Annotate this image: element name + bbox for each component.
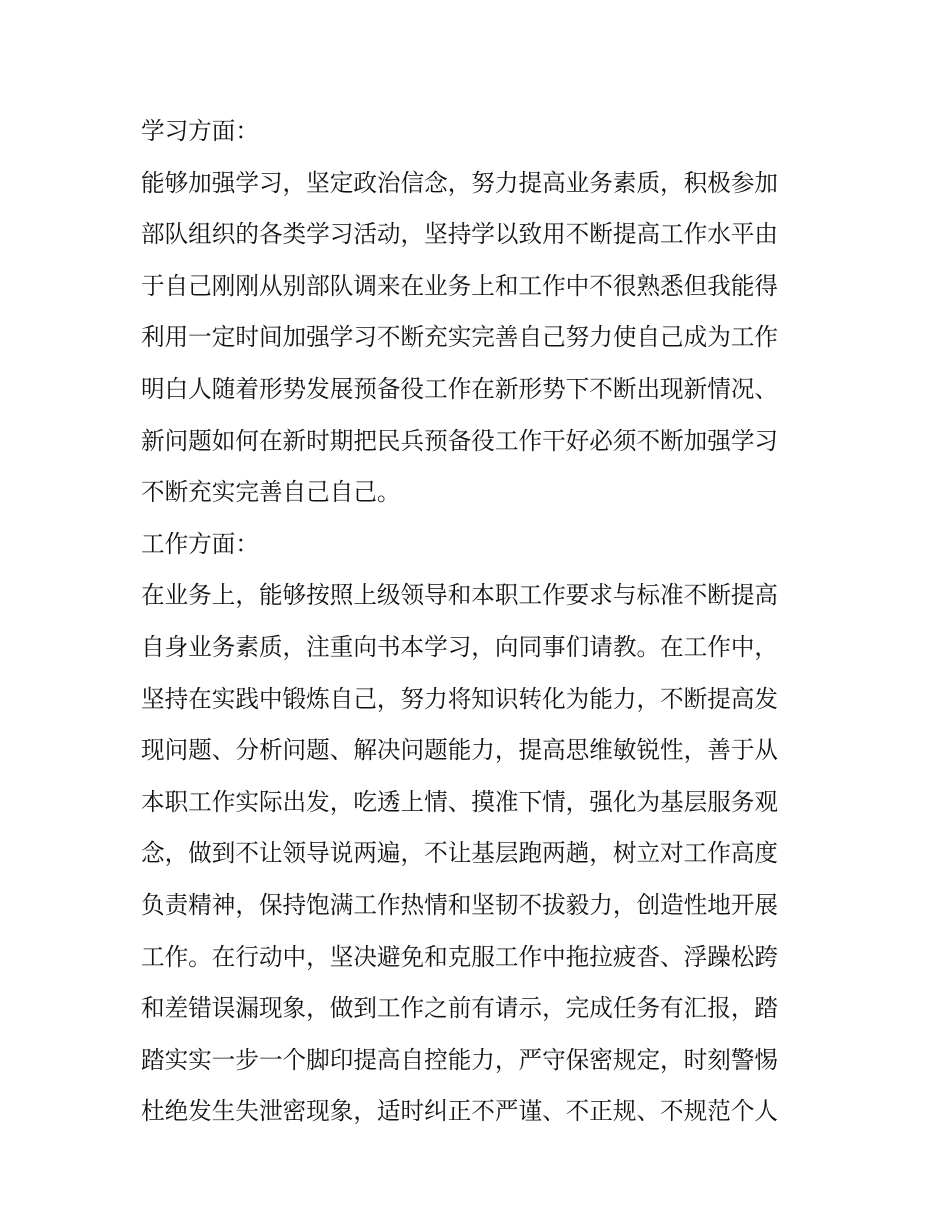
paragraph-line: 现问题、分析问题、解决问题能力，提高思维敏锐性，善于从 [141,736,779,765]
paragraph-line: 踏实实一步一个脚印提高自控能力，严守保密规定，时刻警惕 [141,1045,779,1074]
paragraph-line: 新问题如何在新时期把民兵预备役工作干好必须不断加强学习 [141,426,779,455]
paragraph-line: 和差错误漏现象，做到工作之前有请示，完成任务有汇报，踏 [141,994,779,1023]
paragraph-line: 工作。在行动中，坚决避免和克服工作中拖拉疲沓、浮躁松跨 [141,942,779,971]
paragraph-line: 利用一定时间加强学习不断充实完善自己努力使自己成为工作 [141,323,779,352]
paragraph-line: 能够加强学习，坚定政治信念，努力提高业务素质，积极参加 [141,168,779,197]
paragraph-line: 部队组织的各类学习活动，坚持学以致用不断提高工作水平由 [141,220,779,249]
paragraph-line: 坚持在实践中锻炼自己，努力将知识转化为能力，不断提高发 [141,684,779,713]
document-body [141,106,811,1138]
paragraph-line: 负责精神，保持饱满工作热情和坚韧不拔毅力，创造性地开展 [141,890,779,919]
paragraph-line: 在业务上，能够按照上级领导和本职工作要求与标准不断提高 [141,581,779,610]
paragraph-line: 本职工作实际出发，吃透上情、摸准下情，强化为基层服务观 [141,787,779,816]
paragraph-line: 不断充实完善自己自己。 [141,478,401,507]
section-heading-work: 工作方面： [141,529,259,558]
paragraph-line: 于自己刚刚从别部队调来在业务上和工作中不很熟悉但我能得 [141,271,779,300]
paragraph-line: 杜绝发生失泄密现象，适时纠正不严谨、不正规、不规范个人 [141,1097,779,1126]
section-heading-study: 学习方面： [141,117,259,145]
paragraph-line: 自身业务素质，注重向书本学习，向同事们请教。在工作中， [141,632,779,661]
paragraph-line: 念，做到不让领导说两遍，不让基层跑两趟，树立对工作高度 [141,839,779,868]
paragraph-line: 明白人随着形势发展预备役工作在新形势下不断出现新情况、 [141,374,779,403]
